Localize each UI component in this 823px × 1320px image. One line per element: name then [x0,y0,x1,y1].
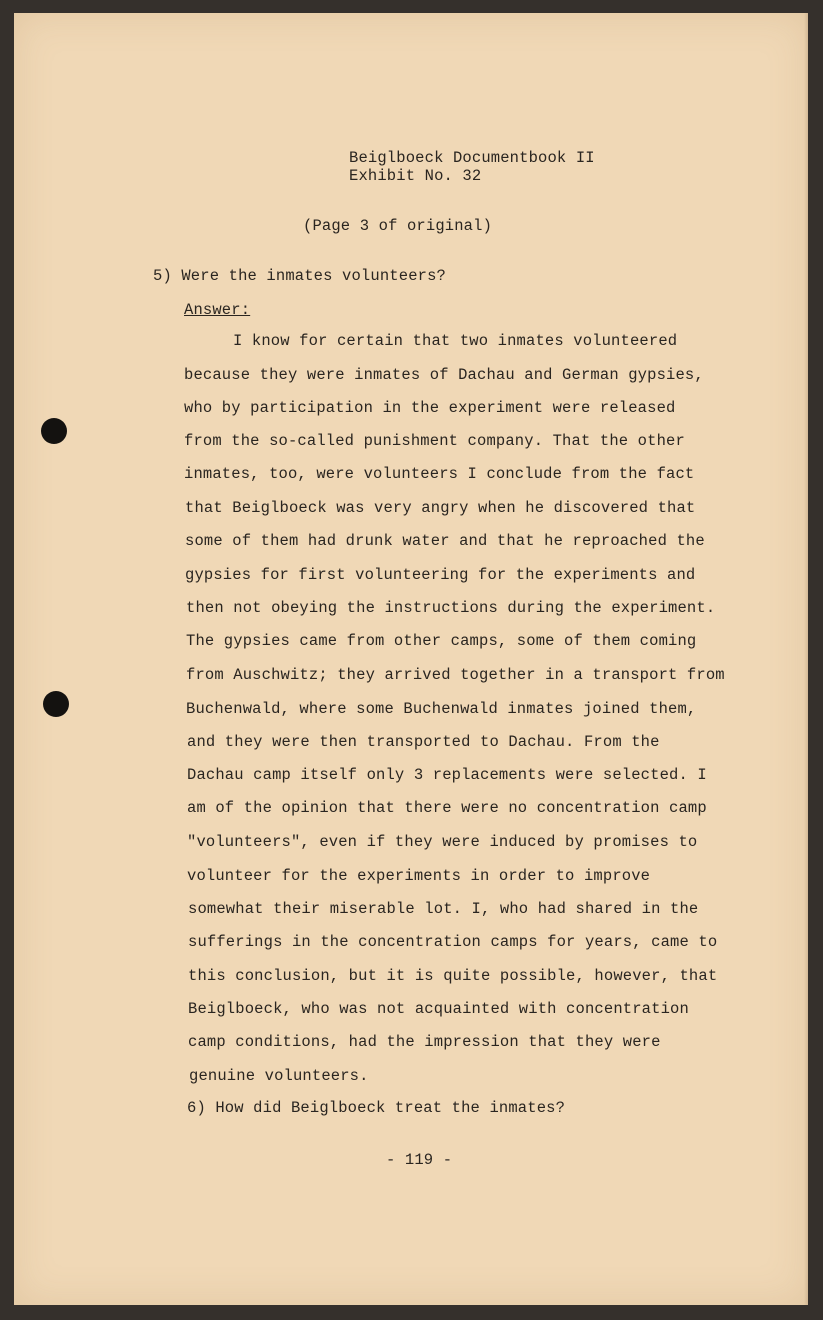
answer-line: that Beiglboeck was very angry when he discovered that [185,499,696,517]
question-6: 6) How did Beiglboeck treat the inmates? [187,1099,566,1117]
page-number: - 119 - [386,1151,453,1169]
answer-line: and they were then transported to Dachau. From the [187,733,660,751]
document-page [14,13,808,1305]
document-title: Beiglboeck Documentbook II [349,149,595,167]
answer-line: from the so-called punishment company. That the other [184,432,685,450]
answer-line: sufferings in the concentration camps for years, came to [188,933,718,951]
answer-line: from Auschwitz; they arrived together in a transport from [186,666,725,684]
answer-line: I know for certain that two inmates volunteered [233,332,678,350]
answer-line: somewhat their miserable lot. I, who had shared in the [188,900,699,918]
exhibit-number: Exhibit No. 32 [349,167,482,185]
answer-line: camp conditions, had the impression that they were [188,1033,661,1051]
answer-line: who by participation in the experiment were released [184,399,676,417]
answer-line: volunteer for the experiments in order to improve [187,867,651,885]
punch-hole-upper [41,418,67,444]
answer-line: Buchenwald, where some Buchenwald inmates joined them, [186,700,697,718]
answer-line: "volunteers", even if they were induced by promises to [187,833,698,851]
answer-line: inmates, too, were volunteers I conclude from the fact [184,465,695,483]
page-edge [804,13,808,1305]
answer-line: am of the opinion that there were no concentration camp [187,799,707,817]
page-reference: (Page 3 of original) [303,217,493,235]
punch-hole-lower [43,691,69,717]
answer-line: Beiglboeck, who was not acquainted with concentration [188,1000,689,1018]
answer-line: Dachau camp itself only 3 replacements were selected. I [187,766,707,784]
answer-line: some of them had drunk water and that he reproached the [185,532,705,550]
answer-line: genuine volunteers. [189,1067,369,1085]
answer-line: because they were inmates of Dachau and German gypsies, [184,366,704,384]
question-5: 5) Were the inmates volunteers? [153,267,446,285]
answer-line: gypsies for first volunteering for the experiments and [185,566,696,584]
answer-line: then not obeying the instructions during the experiment. [186,599,716,617]
answer-line: The gypsies came from other camps, some of them coming [186,632,697,650]
answer-line: this conclusion, but it is quite possible, however, that [188,967,718,985]
answer-label: Answer: [184,301,251,319]
